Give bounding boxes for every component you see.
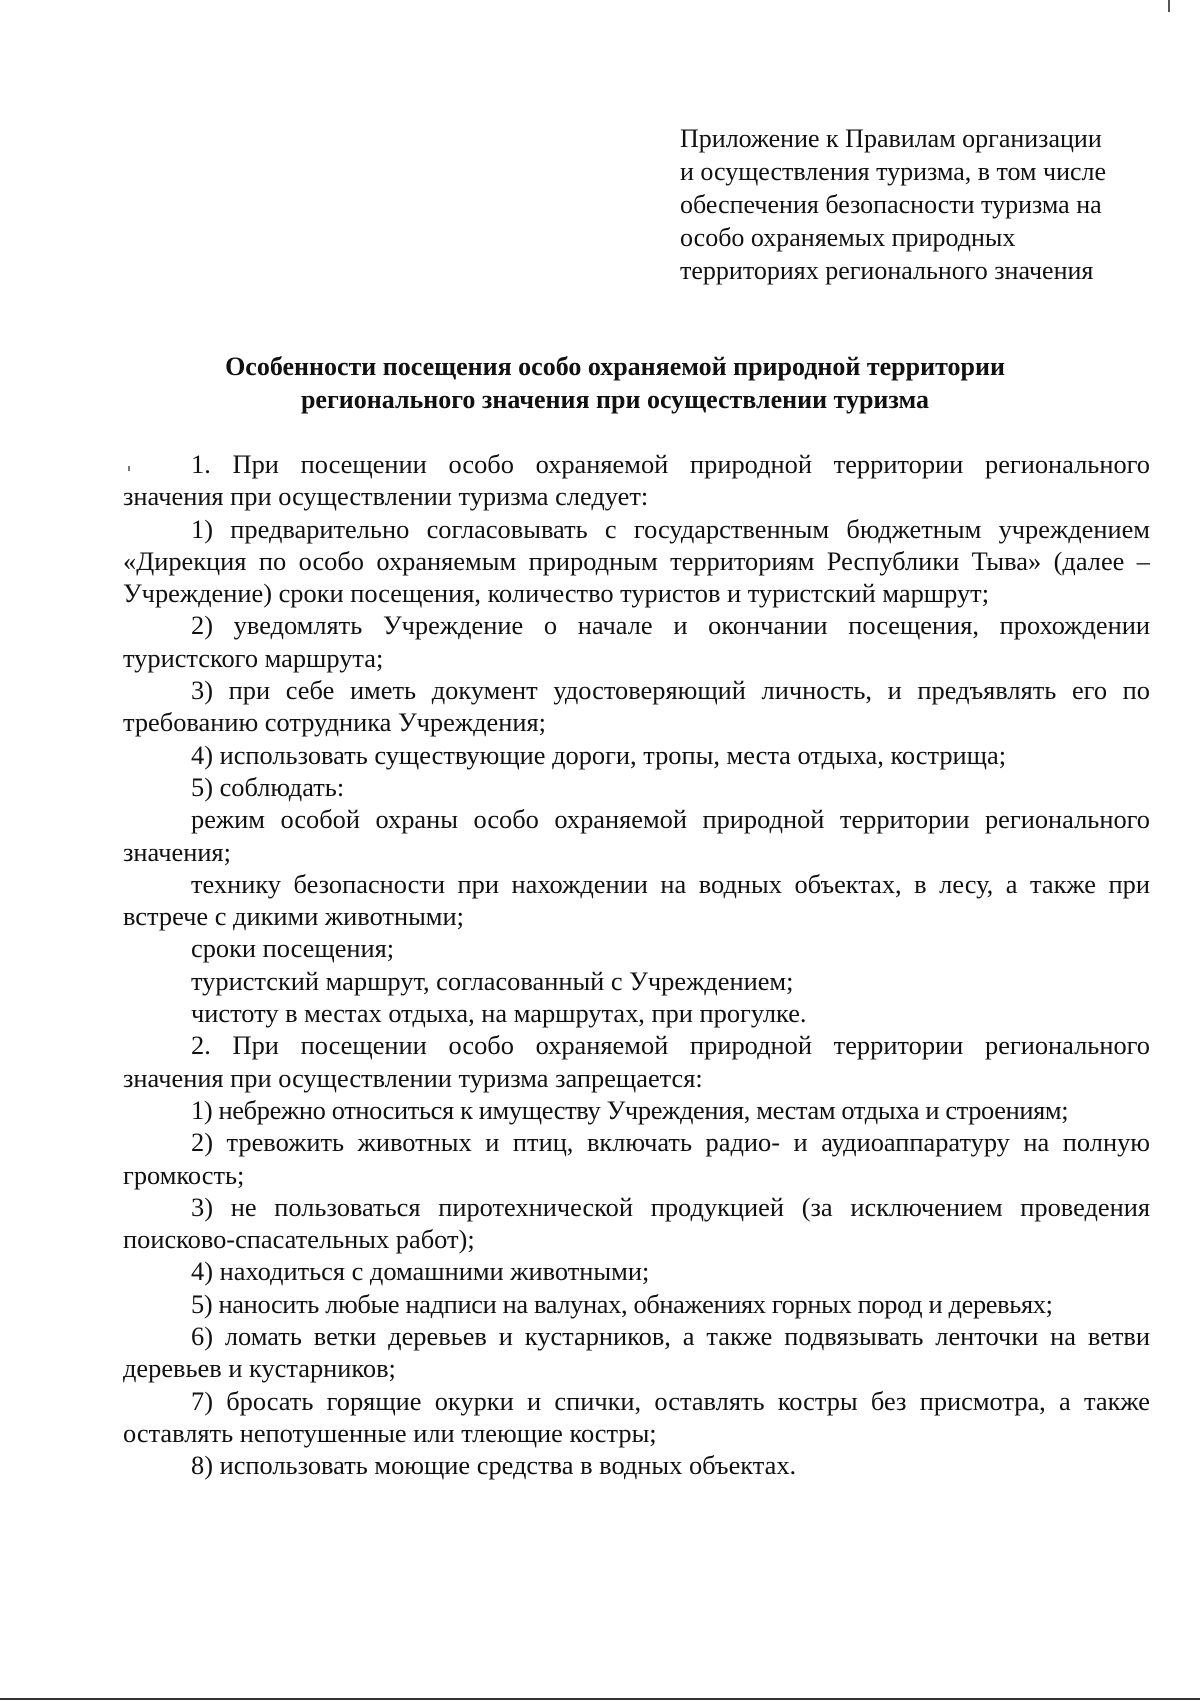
paragraph: сроки посещения; (191, 933, 395, 964)
annex-line: и осуществления туризма, в том числе (680, 157, 1107, 186)
paragraph: 1) небрежно относиться к имуществу Учреждения, местам отдыха и строениям; (191, 1094, 1069, 1125)
paragraph: туристский маршрут, согласованный с Учреждением; (191, 965, 794, 996)
annex-note (680, 122, 1150, 287)
scan-mark-top (1168, 0, 1170, 12)
title-line: Особенности посещения особо охраняемой природной территории (225, 352, 1005, 381)
paragraph: 1. При посещении особо охраняемой природной территории регионального значения при осуществлении туризма следует: (123, 449, 1150, 512)
title-line: регионального значения при осуществлении туризма (300, 385, 930, 414)
paragraph: 2) тревожить животных и птиц, включать радио- и аудиоаппаратуру на полную громкость; (123, 1127, 1150, 1190)
annex-line: Приложение к Правилам организации (680, 124, 1102, 153)
paragraph: 5) наносить любые надписи на валунах, обнажениях горных пород и деревьях; (191, 1288, 1053, 1319)
paragraph: 4) использовать существующие дороги, тропы, места отдыха, кострища; (191, 739, 1007, 770)
paragraph: 7) бросать горящие окурки и спички, оставлять костры без присмотра, а также оставлять непотушенные или тлеющие костры; (123, 1385, 1150, 1448)
annex-line: особо охраняемых природных (680, 223, 1016, 252)
paragraph: 8) использовать моющие средства в водных объектах. (191, 1450, 797, 1481)
paragraph: 1) предварительно согласовывать с государственным бюджетным учреждением «Дирекция по особо охраняемым природным территориям Республики Тыва» (далее – Учреждение) сроки посещения, количество туристов и туристский маршрут; (123, 513, 1150, 609)
annex-line: территориях регионального значения (680, 256, 1094, 285)
document-body (123, 448, 1150, 1482)
paragraph: 3) при себе иметь документ удостоверяющий личность, и предъявлять его по требованию сотрудника Учреждения; (123, 675, 1150, 738)
paragraph: чистоту в местах отдыха, на маршрутах, при прогулке. (191, 998, 807, 1029)
paragraph: 3) не пользоваться пиротехнической продукцией (за исключением проведения поисково-спасательных работ); (123, 1191, 1150, 1255)
paragraph: технику безопасности при нахождении на водных объектах, в лесу, а также при встрече с дикими животными; (123, 868, 1150, 932)
paragraph: 2) уведомлять Учреждение о начале и окончании посещения, прохождении туристского маршрута; (123, 610, 1150, 673)
paragraph: 6) ломать ветки деревьев и кустарников, а также подвязывать ленточки на ветви деревьев и кустарников; (123, 1321, 1150, 1384)
paragraph: 2. При посещении особо охраняемой природной территории регионального значения при осуществлении туризма запрещается: (123, 1030, 1150, 1093)
paragraph: 4) находиться с домашними животными; (191, 1256, 650, 1287)
paragraph: режим особой охраны особо охраняемой природной территории регионального значения; (123, 804, 1150, 867)
annex-line: обеспечения безопасности туризма на (680, 190, 1102, 219)
paragraph: 5) соблюдать: (191, 771, 345, 802)
scan-edge-bottom (0, 1698, 1200, 1700)
document-title (120, 350, 1110, 416)
